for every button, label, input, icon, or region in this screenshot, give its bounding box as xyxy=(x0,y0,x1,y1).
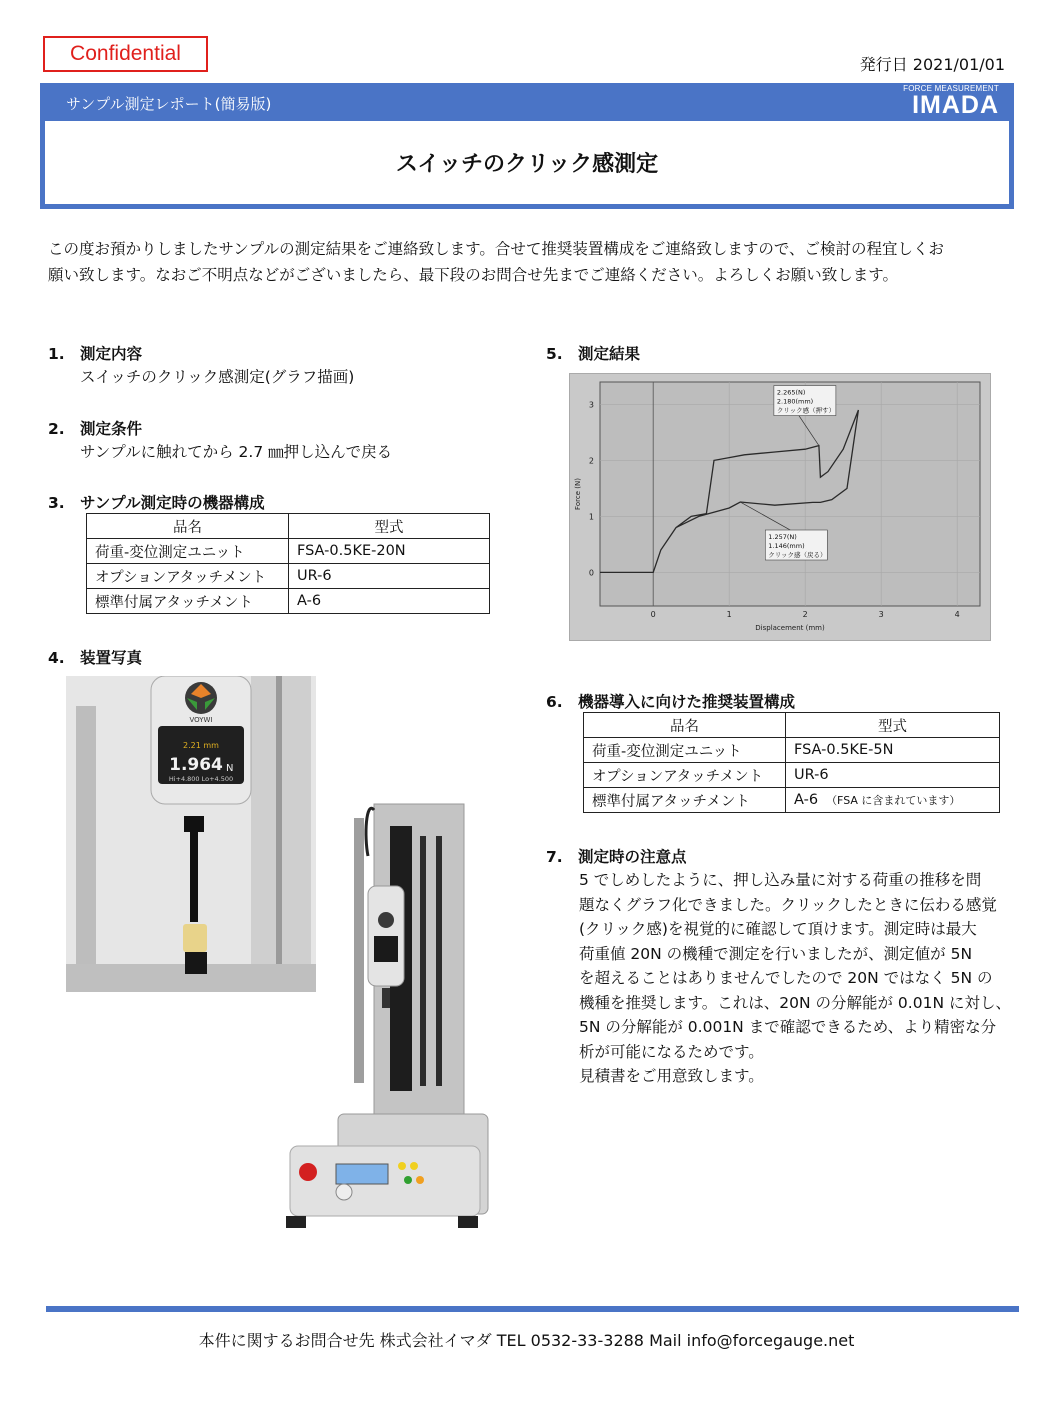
test-stand-photo xyxy=(278,796,490,1234)
section-7-heading xyxy=(546,845,687,867)
note-line: を超えることはありませんでしたので 20N ではなく 5N の xyxy=(579,969,993,987)
table-row xyxy=(584,763,1000,788)
annotation-text: 1.257(N) xyxy=(768,533,797,542)
table-cell: 標準付属アタッチメント xyxy=(87,589,289,614)
y-tick-label: 0 xyxy=(588,568,594,578)
section-number: 1. xyxy=(48,345,65,363)
x-tick-label: 2 xyxy=(802,610,808,619)
note-line: 機種を推奨します。これは、20N の分解能が 0.01N に対し、 xyxy=(579,993,1011,1012)
section-title: 装置写真 xyxy=(80,649,143,667)
gauge-brand-label: VOYWI xyxy=(189,716,213,724)
display-limits: Hi+4.800 Lo+4.500 xyxy=(168,775,234,783)
section-4-heading xyxy=(48,646,142,668)
table-cell: オプションアタッチメント xyxy=(584,763,786,788)
section-7-body xyxy=(579,868,1015,1089)
section-number: 7. xyxy=(546,848,563,866)
annotation-text: 1.146(mm) xyxy=(768,542,805,551)
section-3-heading xyxy=(48,491,265,513)
table-header-row xyxy=(87,514,490,539)
logo-tagline: FORCE MEASUREMENT xyxy=(903,84,999,93)
section-1-heading xyxy=(48,342,142,364)
annotation-text: 2.265(N) xyxy=(776,388,806,397)
column-header: 型式 xyxy=(786,713,1000,738)
x-axis-label: Displacement (mm) xyxy=(755,624,825,632)
table-cell: 標準付属アタッチメント xyxy=(584,788,786,813)
note-line: 5 でしめしたように、押し込み量に対する荷重の推移を問 xyxy=(579,871,982,889)
section-2-heading xyxy=(48,417,142,439)
annotation-text: クリック感（戻る） xyxy=(768,551,827,560)
table-header-row xyxy=(584,713,1000,738)
table-row xyxy=(87,539,490,564)
table-cell: オプションアタッチメント xyxy=(87,564,289,589)
display-displacement: 2.21 mm xyxy=(183,741,219,750)
table-row xyxy=(584,738,1000,763)
footer-contact: 本件に関するお問合せ先 株式会社イマダ TEL 0532-33-3288 Mail info@forcegauge.net xyxy=(198,1331,855,1350)
x-tick-label: 1 xyxy=(726,610,732,619)
table-cell: UR-6 xyxy=(786,763,1000,788)
table-row xyxy=(87,589,490,614)
section-number: 5. xyxy=(546,345,563,363)
footer-rule xyxy=(46,1306,1019,1312)
section-number: 4. xyxy=(48,649,65,667)
table-cell: UR-6 xyxy=(289,564,490,589)
intro-paragraph xyxy=(48,236,1008,288)
force-displacement-chart xyxy=(570,374,990,640)
table-cell: FSA-0.5KE-20N xyxy=(289,539,490,564)
note-line: (クリック感)を視覚的に確認して頂けます。測定時は最大 xyxy=(579,920,977,938)
display-force-value: 1.964 xyxy=(169,755,223,775)
column-header: 型式 xyxy=(289,514,490,539)
section-number: 3. xyxy=(48,494,65,512)
section-title: 機器導入に向けた推奨装置構成 xyxy=(578,693,796,711)
table-cell: FSA-0.5KE-5N xyxy=(786,738,1000,763)
section-5-heading xyxy=(546,342,640,364)
annotation-text: クリック感（押す） xyxy=(776,406,836,415)
logo-wordmark: IMADA xyxy=(912,91,999,119)
column-header: 品名 xyxy=(584,713,786,738)
page-title: スイッチのクリック感測定 xyxy=(395,152,659,177)
report-type: サンプル測定レポート(簡易版) xyxy=(66,95,272,113)
equipment-table-sample xyxy=(86,513,490,614)
intro-line-1: この度お預かりしましたサンプルの測定結果をご連絡致します。合せて推奨装置構成をご連絡致しますので、ご検討の程宜しくお xyxy=(48,240,945,258)
y-tick-label: 1 xyxy=(588,512,594,522)
section-1-body: スイッチのクリック感測定(グラフ描画) xyxy=(80,368,355,386)
note-line: 見積書をご用意致します。 xyxy=(579,1067,764,1085)
x-tick-label: 4 xyxy=(954,610,960,619)
table-row xyxy=(87,564,490,589)
section-6-heading xyxy=(546,690,795,712)
section-2-body: サンプルに触れてから 2.7 ㎜押し込んで戻る xyxy=(80,443,393,461)
table-row xyxy=(584,788,1000,813)
included-note: （FSA に含まれています） xyxy=(826,794,961,807)
imada-logo xyxy=(903,84,999,117)
section-number: 6. xyxy=(546,693,563,711)
y-tick-label: 2 xyxy=(588,456,594,466)
table-cell: 荷重-変位測定ユニット xyxy=(584,738,786,763)
section-title: 測定条件 xyxy=(80,420,143,438)
measurement-chart xyxy=(569,373,991,641)
x-tick-label: 3 xyxy=(878,610,884,619)
model-value: A-6 xyxy=(794,792,819,808)
column-header: 品名 xyxy=(87,514,289,539)
test-stand-illustration xyxy=(278,796,490,1234)
issue-date: 発行日 2021/01/01 xyxy=(859,55,1005,74)
y-axis-label: Force (N) xyxy=(574,478,582,510)
x-tick-label: 0 xyxy=(650,610,656,619)
table-cell xyxy=(786,788,1000,813)
table-cell: 荷重-変位測定ユニット xyxy=(87,539,289,564)
confidential-stamp: Confidential xyxy=(43,36,208,72)
display-unit: N xyxy=(226,763,234,774)
note-line: 析が可能になるためです。 xyxy=(579,1042,764,1061)
section-number: 2. xyxy=(48,420,65,438)
annotation-text: 2.180(mm) xyxy=(776,397,814,406)
note-line: 題なくグラフ化できました。クリックしたときに伝わる感覚 xyxy=(579,895,997,914)
y-tick-label: 3 xyxy=(588,400,594,410)
title-box xyxy=(40,121,1014,209)
section-title: 測定結果 xyxy=(578,345,641,363)
table-cell: A-6 xyxy=(289,589,490,614)
equipment-table-recommended xyxy=(583,712,1000,813)
section-title: サンプル測定時の機器構成 xyxy=(80,494,265,512)
section-title: 測定内容 xyxy=(80,345,143,363)
note-line: 荷重値 20N の機種で測定を行いましたが、測定値が 5N xyxy=(579,944,973,963)
note-line: 5N の分解能が 0.001N まで確認できるため、より精密な分 xyxy=(579,1018,997,1036)
intro-line-2: 願い致します。なおご不明点などがございましたら、最下段のお問合せ先までご連絡ください。よろしくお願い致します。 xyxy=(48,266,899,284)
section-title: 測定時の注意点 xyxy=(578,848,687,866)
